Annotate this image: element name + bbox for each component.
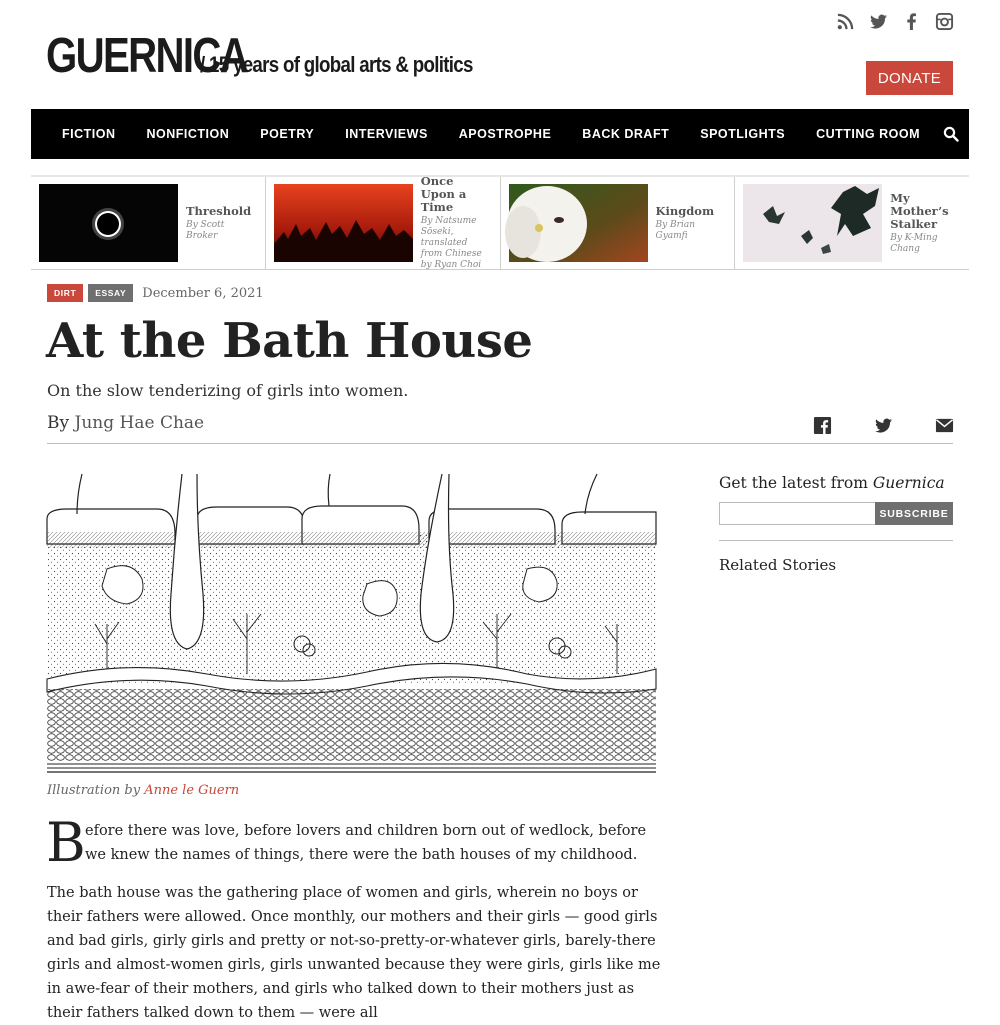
byline [47,413,204,433]
featured-title[interactable]: Kingdom [655,203,715,218]
nav-item-apostrophe[interactable]: APOSTROPHE [458,127,552,141]
byline-prefix: By [47,413,75,433]
site-logo[interactable] [46,28,521,84]
featured-title[interactable]: Once Upon a Time [420,174,467,214]
featured-title[interactable]: Threshold [186,203,252,218]
skin-cross-section-illustration [47,474,656,774]
article-meta [47,284,264,302]
featured-story[interactable] [735,177,969,269]
featured-story[interactable] [31,177,266,269]
nav-item-back-draft[interactable]: BACK DRAFT [582,127,670,141]
newsletter-heading [719,474,945,492]
article-dek: On the slow tenderizing of girls into women. [47,381,409,400]
body-paragraph: The bath house was the gathering place of women and girls, wherein no boys or their fathers were allowed. Once monthly, our mothers and their girls — good girls and bad girls, girly girls and pretty or not-so-pretty-or-whatever girls, barely-there girls and almost-women girls, girls unwanted because they were girls, girls like me in awe-fear of their mothers, and girls who talked down to their mothers just as their fathers talked down to them — were all [47,885,661,1021]
related-stories-heading: Related Stories [719,556,837,574]
drop-cap: B [46,811,86,874]
mail-icon[interactable] [935,416,954,435]
featured-byline: By Scott Broker [186,219,225,241]
rss-icon[interactable] [836,12,855,31]
logo-wordmark: GUERNICA [46,29,248,83]
main-nav [31,109,969,159]
article-date: December 6, 2021 [142,285,264,301]
newsletter-brand: Guernica [872,474,945,492]
article-title: At the Bath House [46,313,533,369]
nav-item-poetry[interactable]: POETRY [260,127,315,141]
nav-item-nonfiction[interactable]: NONFICTION [146,127,230,141]
tag-dirt[interactable]: DIRT [47,284,83,302]
flower-thumbnail [509,184,648,262]
featured-strip [31,175,969,270]
illustrator-link[interactable]: Anne le Guern [144,783,240,798]
featured-title[interactable]: My Mother’s Stalker [890,190,949,231]
twitter-icon[interactable] [869,12,888,31]
image-caption [47,783,239,798]
subscribe-button[interactable]: SUBSCRIBE [875,502,953,525]
social-links [836,12,954,31]
sidebar-divider [719,540,953,541]
featured-byline: By Brian Gyamfi [655,219,696,241]
nav-item-fiction[interactable]: FICTION [62,127,116,141]
featured-byline: By K-Ming Chang [890,232,938,254]
twitter-icon[interactable] [874,416,893,435]
featured-story[interactable] [501,177,736,269]
instagram-icon[interactable] [935,12,954,31]
header-divider [47,443,953,444]
body-paragraph: efore there was love, before lovers and children born out of wedlock, before we knew the names of things, there were the bath houses of my childhood. [85,823,647,863]
donate-button[interactable]: DONATE [866,61,953,95]
tag-essay[interactable]: ESSAY [88,284,133,302]
facebook-icon[interactable] [813,416,832,435]
crowd-fire-thumbnail [274,184,413,262]
facebook-icon[interactable] [902,12,921,31]
eclipse-thumbnail [39,184,178,262]
search-icon[interactable] [943,126,959,142]
caption-prefix: Illustration by [47,783,145,798]
newsletter-heading-text: Get the latest from [719,474,873,492]
birds-thumbnail [743,184,882,262]
featured-story[interactable] [266,174,501,270]
nav-item-spotlights[interactable]: SPOTLIGHTS [700,127,786,141]
nav-item-cutting-room[interactable]: CUTTING ROOM [816,127,921,141]
logo-tagline: / 15 years of global arts & politics [200,52,473,77]
newsletter-email-input[interactable] [719,502,876,525]
featured-byline: By Natsume Sōseki, translated from Chinese by Ryan Choi [420,216,482,270]
nav-item-interviews[interactable]: INTERVIEWS [345,127,428,141]
share-buttons [813,416,954,435]
author-link[interactable]: Jung Hae Chae [74,413,205,433]
